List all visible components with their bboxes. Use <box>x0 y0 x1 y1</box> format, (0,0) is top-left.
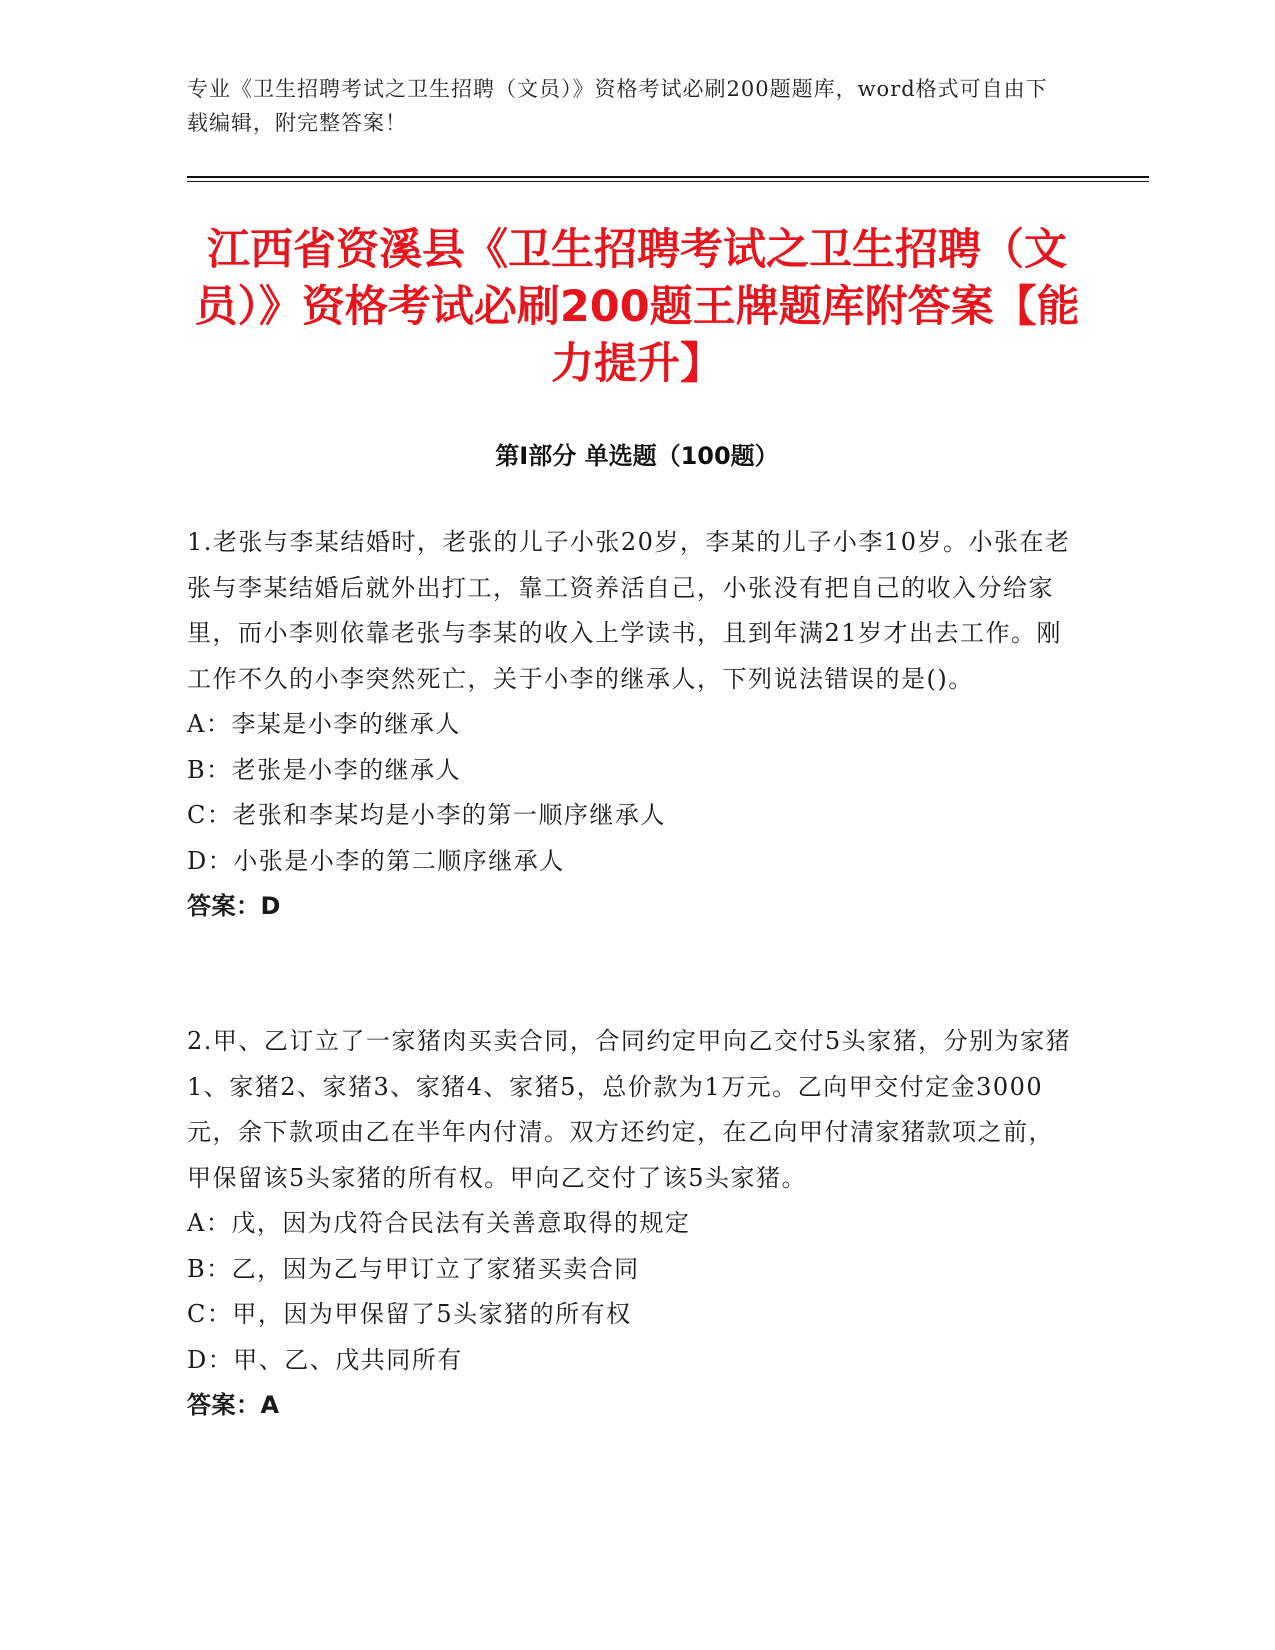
question-stem: 1.老张与李某结婚时，老张的儿子小张20岁，李某的儿子小李10岁。小张在老张与李某结婚后就外出打工，靠工资养活自己，小张没有把自己的收入分给家里，而小李则依靠老张与李某的收入上学读书，且到年满21岁才出去工作。刚工作不久的小李突然死亡，关于小李的继承人，下列说法错误的是()。 <box>187 528 1071 693</box>
option-b: B：老张是小李的继承人 <box>187 755 462 784</box>
header-divider-thin <box>187 181 1149 182</box>
header-note: 专业《卫生招聘考试之卫生招聘（文员）》资格考试必刷200题题库，word格式可自由下载编辑，附完整答案！ <box>187 77 1048 135</box>
question-block <box>187 520 1077 930</box>
option-a: A：戊，因为戊符合民法有关善意取得的规定 <box>187 1209 691 1237</box>
question-stem: 2.甲、乙订立了一家猪肉买卖合同，合同约定甲向乙交付5头家猪，分别为家猪1、家猪2、家猪3、家猪4、家猪5，总价款为1万元。乙向甲交付定金3000元，余下款项由乙在半年内付清。双方还约定，在乙向甲付清家猪款项之前，甲保留该5头家猪的所有权。甲向乙交付了该5头家猪。 <box>187 1027 1072 1192</box>
option-d: D：甲、乙、戊共同所有 <box>187 1345 463 1374</box>
option-b: B：乙，因为乙与甲订立了家猪买卖合同 <box>187 1254 640 1283</box>
answer-line: 答案：A <box>187 1391 280 1419</box>
answer-line: 答案：D <box>187 892 281 920</box>
option-c: C：甲，因为甲保留了5头家猪的所有权 <box>187 1300 632 1328</box>
question-block <box>187 1019 1077 1429</box>
document-title: 江西省资溪县《卫生招聘考试之卫生招聘（文员）》资格考试必刷200题王牌题库附答案【能力提升】 <box>194 225 1080 389</box>
header-divider-thick <box>187 176 1149 178</box>
option-d: D：小张是小李的第二顺序继承人 <box>187 846 565 875</box>
section-title: 第I部分 单选题（100题） <box>495 442 779 470</box>
option-c: C：老张和李某均是小李的第一顺序继承人 <box>187 801 666 829</box>
option-a: A：李某是小李的继承人 <box>187 710 461 738</box>
